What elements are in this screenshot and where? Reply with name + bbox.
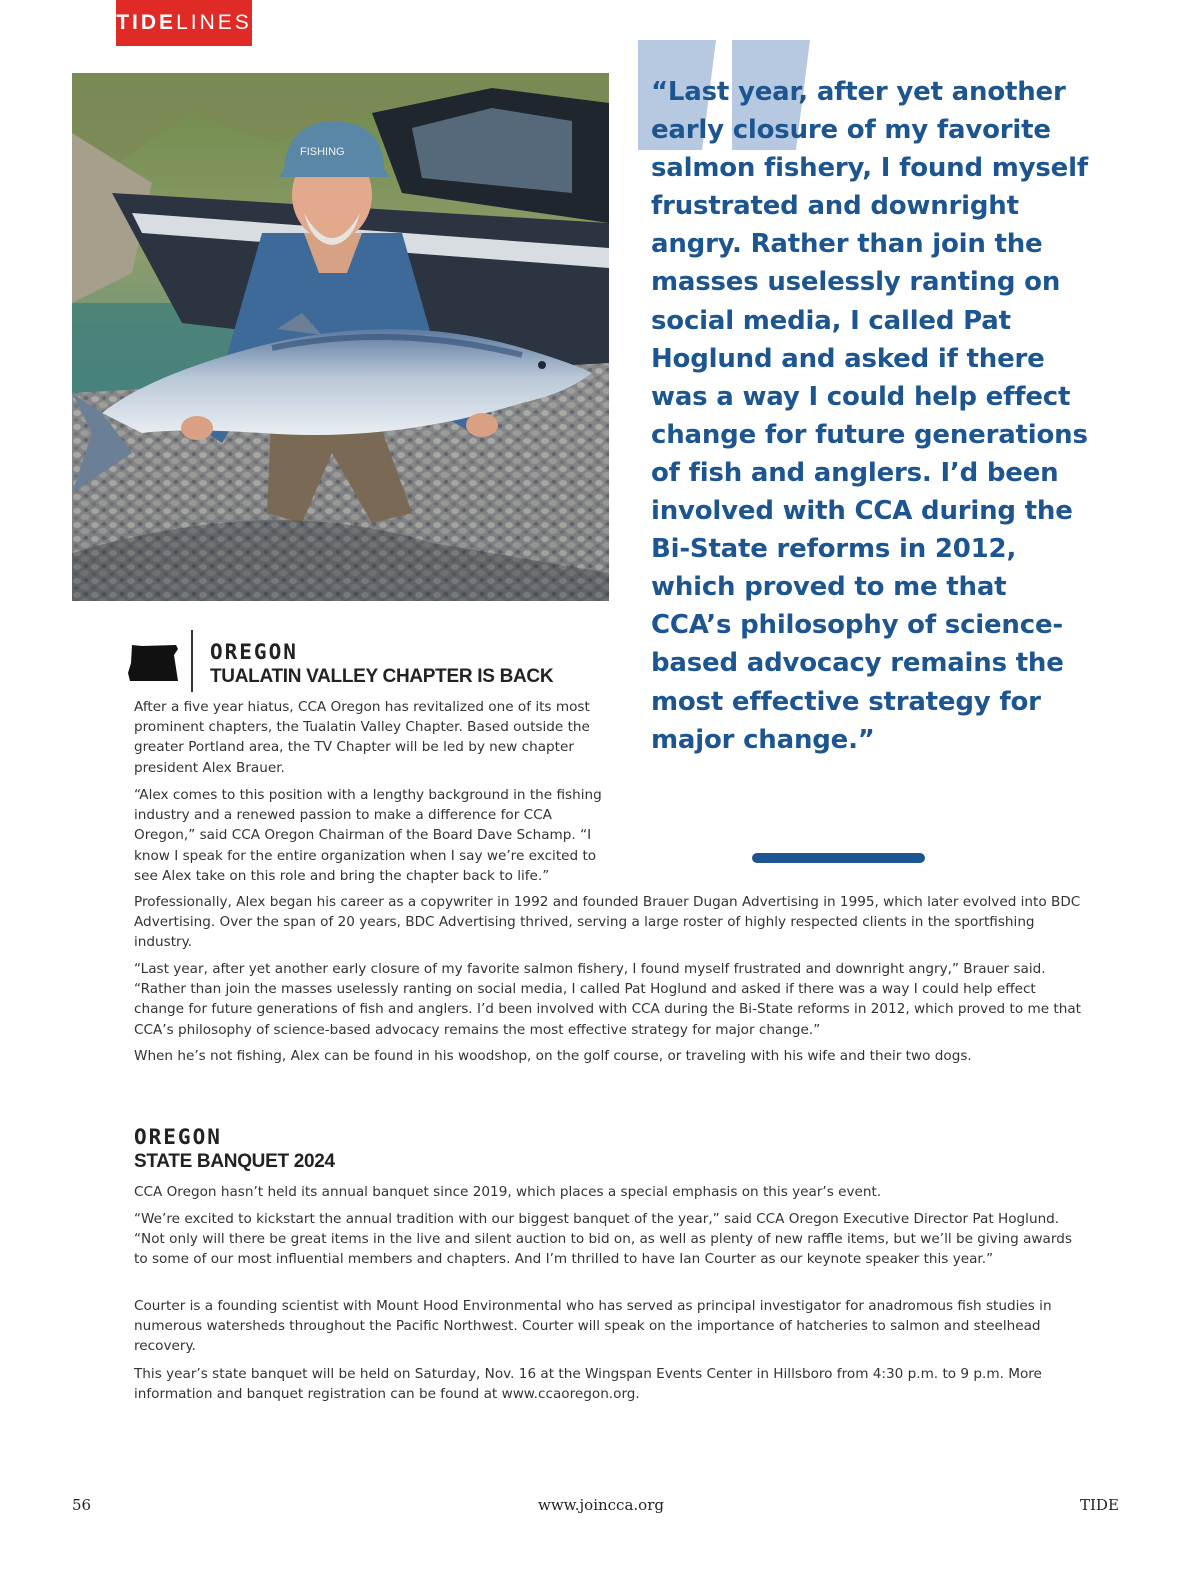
article-photo [72,73,609,601]
page-number: 56 [72,1496,92,1514]
photo-man-holding-salmon-icon [72,73,609,601]
header-divider [191,630,193,692]
oregon-state-icon [128,643,180,683]
article1-paragraph: After a five year hiatus, CCA Oregon has revitalized one of its most prominent chapters, the Tualatin Valley Chapter. Based outside the greater Portland area, the TV Chapter will be led by new chapter president Alex Brauer. [134,699,590,776]
article1-paragraph: “Last year, after yet another early closure of my favorite salmon fishery, I found myself frustrated and downright angry,” Brauer said. “Rather than join the masses uselessly ranting on social media, I called Pat Hoglund and asked if there was a way I could help effect change for future generations of fish and anglers. I’d been involved with CCA during the Bi-State reforms in 2012, which proved to me that CCA’s philosophy of science-based advocacy remains the most effective strategy for major change.” [134,961,1082,1038]
footer-url[interactable]: www.joincca.org [538,1496,664,1514]
article1-paragraph: “Alex comes to this position with a lengthy background in the fishing industry and a renewed passion to make a difference for CCA Oregon,” said CCA Oregon Chairman of the Board Dave Schamp. “I know I speak for the entire organization when I say we’re excited to see Alex take on this role and bring the chapter back to life.” [134,787,602,884]
section-tag-bold: TIDE [116,11,177,34]
article2-paragraph: Courter is a founding scientist with Mount Hood Environmental who has served as principal investigator for anadromous fish studies in numerous watersheds throughout the Pacific Northwest. Courter will speak on the importance of hatcheries to salmon and steelhead recovery. [134,1298,1052,1355]
svg-text:FISHING: FISHING [300,146,345,158]
article1-state: OREGON [210,640,298,664]
pull-quote: “Last year, after yet another early closure of my favorite salmon fishery, I found myself frustrated and downright angry. Rather than join the masses uselessly ranting on social media, I called Pat Hoglund and asked if there was a way I could help effect change for future generations of fish and anglers. I’d been involved with CCA during the Bi-State reforms in 2012, which proved to me that CCA’s philosophy of science-based advocacy remains the most effective strategy for major change.” [651,77,1088,755]
article2-paragraph: This year’s state banquet will be held on Saturday, Nov. 16 at the Wingspan Events Center in Hillsboro from 4:30 p.m. to 9 p.m. More information and banquet registration can be found at www.ccaoregon.org. [134,1366,1042,1403]
article2-headline: STATE BANQUET 2024 [134,1151,335,1172]
article1-paragraph: Professionally, Alex began his career as a copywriter in 1992 and founded Brauer Dugan Advertising in 1995, which later evolved into BDC Advertising. Over the span of 20 years, BDC Advertising thrived, serving a large roster of highly respected clients in the sportfishing industry. [134,894,1081,951]
section-tag [116,0,252,46]
article2-state: OREGON [134,1125,222,1149]
article1-headline: TUALATIN VALLEY CHAPTER IS BACK [210,666,554,687]
pull-quote-divider [752,853,925,863]
article1-paragraph: When he’s not fishing, Alex can be found in his woodshop, on the golf course, or traveling with his wife and their two dogs. [134,1048,972,1064]
publication-name: TIDE [1080,1496,1119,1514]
section-tag-light: LINES [176,11,252,34]
article2-paragraph: “We’re excited to kickstart the annual tradition with our biggest banquet of the year,” said CCA Oregon Executive Director Pat Hoglund. “Not only will there be great items in the live and silent auction to bid on, as well as plenty of new raffle items, but we’ll be giving awards to some of our most influential members and chapters. And I’m thrilled to have Ian Courter as our keynote speaker this year.” [134,1211,1072,1268]
article2-paragraph: CCA Oregon hasn’t held its annual banquet since 2019, which places a special emphasis on this year’s event. [134,1184,882,1200]
